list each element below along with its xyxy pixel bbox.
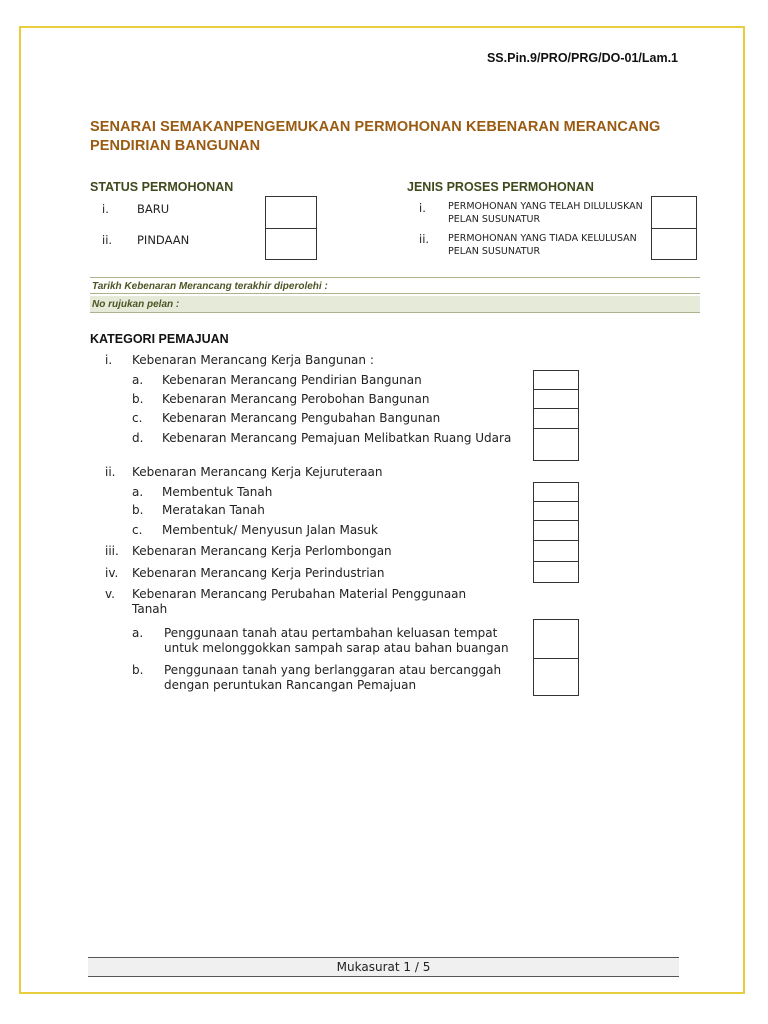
rujukan-field[interactable]: No rujukan pelan : [90,296,700,313]
sub-num-ii-c: c. [132,523,143,537]
jenis-num-telah: i. [419,201,426,215]
sub-num-i-b: b. [132,392,144,406]
checkbox-jenis-telah[interactable] [651,196,697,229]
jenis-label-tiada: PERMOHONAN YANG TIADA KELULUSAN PELAN SUSUNATUR [448,233,637,257]
checkbox-ii-b[interactable] [533,501,579,521]
checkbox-v-b[interactable] [533,658,579,696]
page-border [19,26,745,994]
sub-num-i-a: a. [132,373,144,387]
jenis-heading: JENIS PROSES PERMOHONAN [407,180,594,194]
form-title: SENARAI SEMAKANPENGEMUKAAN PERMOHONAN KEBENARAN MERANCANG PENDIRIAN BANGUNAN [90,119,661,154]
kategori-label-iv: Kebenaran Merancang Kerja Perindustrian [132,566,385,580]
sub-num-ii-a: a. [132,485,144,499]
checkbox-iii[interactable] [533,540,579,562]
jenis-num-tiada: ii. [419,232,430,246]
checkbox-ii-a[interactable] [533,482,579,502]
sub-label-i-b: Kebenaran Merancang Perobohan Bangunan [162,392,430,406]
checkbox-i-d[interactable] [533,428,579,461]
kategori-heading: KATEGORI PEMAJUAN [90,332,229,346]
status-heading: STATUS PERMOHONAN [90,180,234,194]
checkbox-i-a[interactable] [533,370,579,390]
sub-label-ii-a: Membentuk Tanah [162,485,273,499]
kategori-num-iv: iv. [105,566,119,580]
checkbox-i-c[interactable] [533,408,579,429]
document-reference: SS.Pin.9/PRO/PRG/DO-01/Lam.1 [486,51,678,65]
checkbox-i-b[interactable] [533,389,579,409]
status-label-pindaan: PINDAAN [137,233,190,247]
sub-label-i-c: Kebenaran Merancang Pengubahan Bangunan [162,411,441,425]
sub-num-v-a: a. [132,626,144,640]
sub-num-i-c: c. [132,411,143,425]
jenis-label-telah: PERMOHONAN YANG TELAH DILULUSKAN PELAN SUSUNATUR [448,201,643,225]
status-num-baru: i. [102,202,109,216]
kategori-num-iii: iii. [105,544,119,558]
kategori-label-i: Kebenaran Merancang Kerja Bangunan : [132,353,374,367]
status-label-baru: BARU [137,202,170,216]
checkbox-v-a[interactable] [533,619,579,659]
sub-label-i-d: Kebenaran Merancang Pemajuan Melibatkan Ruang Udara [162,431,512,445]
checkbox-jenis-tiada[interactable] [651,228,697,260]
page-number: Mukasurat 1 / 5 [88,957,679,977]
sub-label-i-a: Kebenaran Merancang Pendirian Bangunan [162,373,422,387]
kategori-label-iii: Kebenaran Merancang Kerja Perlombongan [132,544,392,558]
sub-num-i-d: d. [132,431,144,445]
checkbox-ii-c[interactable] [533,520,579,541]
sub-label-ii-b: Meratakan Tanah [162,503,265,517]
sub-num-v-b: b. [132,663,144,677]
sub-label-v-a: Penggunaan tanah atau pertambahan keluasan tempat untuk melonggokkan sampah sarap atau bahan buangan [164,626,509,655]
sub-num-ii-b: b. [132,503,144,517]
kategori-num-v: v. [105,587,115,601]
kategori-label-ii: Kebenaran Merancang Kerja Kejuruteraan [132,465,383,479]
sub-label-ii-c: Membentuk/ Menyusun Jalan Masuk [162,523,378,537]
kategori-num-ii: ii. [105,465,116,479]
checkbox-status-pindaan[interactable] [265,228,317,260]
sub-label-v-b: Penggunaan tanah yang berlanggaran atau bercanggah dengan peruntukan Rancangan Pemajuan [164,663,502,692]
status-num-pindaan: ii. [102,233,113,247]
kategori-label-v: Kebenaran Merancang Perubahan Material Penggunaan Tanah [132,587,467,616]
checkbox-iv[interactable] [533,561,579,583]
tarikh-field[interactable]: Tarikh Kebenaran Merancang terakhir diperolehi : [90,277,700,294]
checkbox-status-baru[interactable] [265,196,317,229]
kategori-num-i: i. [105,353,113,367]
